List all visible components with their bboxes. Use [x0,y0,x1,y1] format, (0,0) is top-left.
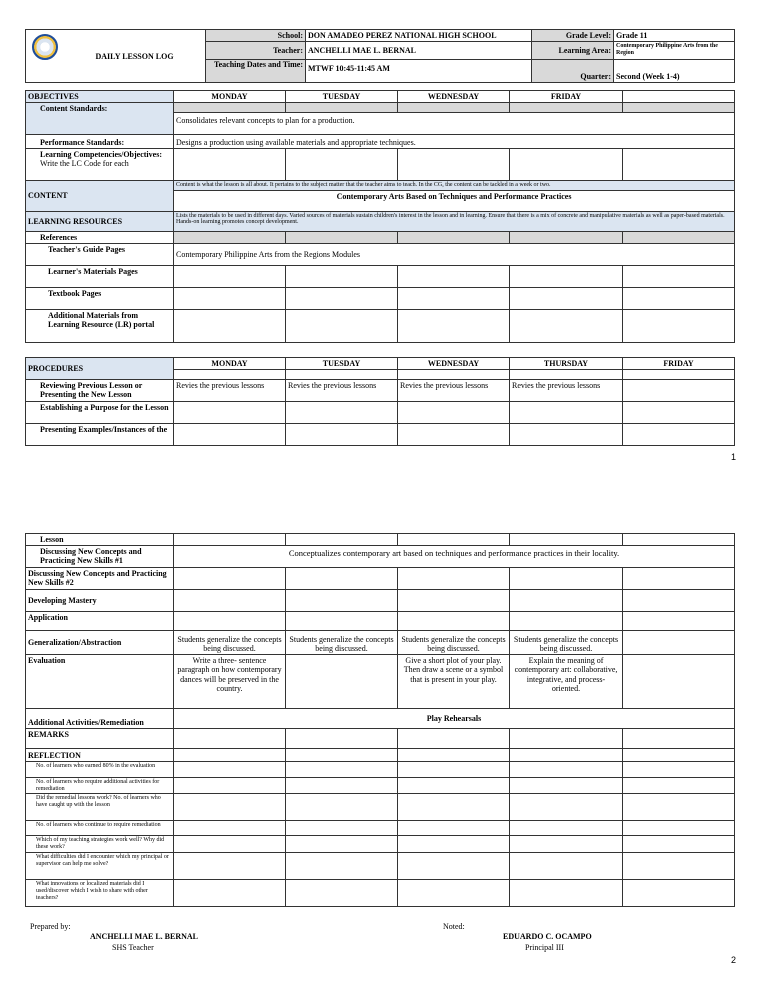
learning-resources-label: LEARNING RESOURCES [26,211,174,231]
review-cell: Revies the previous lessons [398,380,510,402]
reflection-item: Which of my teaching strategies work well? Why did these work? [26,836,174,853]
reflection-item: No. of learners who require additional activities for remediation [26,778,174,794]
obj-day-header: WEDNESDAY [398,91,510,103]
grade-value: Grade 11 [614,30,735,42]
textbook-pages-label: Textbook Pages [26,287,174,309]
generalization-cell: Students generalize the concepts being discussed. [286,631,398,655]
noter-name: EDUARDO C. OCAMPO [503,932,592,941]
presenting-label: Presenting Examples/Instances of the [26,424,174,446]
performance-standards-value: Designs a production using available materials and appropriate techniques. [174,135,735,149]
obj-day-header: MONDAY [174,91,286,103]
purpose-label: Establishing a Purpose for the Lesson [26,402,174,424]
evaluation-cell: Give a short plot of your play. Then draw a scene or a symbol that is present in your play. [398,655,510,709]
obj-day-header: FRIDAY [510,91,623,103]
school-label: School: [206,30,306,42]
review-cell: Revies the previous lessons [510,380,623,402]
reflection-item: What innovations or localized materials did I used/discover which I wish to share with other teachers? [26,880,174,907]
generalization-cell: Students generalize the concepts being discussed. [174,631,286,655]
reflection-item: Did the remedial lessons work? No. of learners who have caught up with the lesson [26,794,174,821]
lm-pages-label: Learner's Materials Pages [26,265,174,287]
obj-day-header: TUESDAY [286,91,398,103]
competencies-label: Learning Competencies/Objectives: [40,150,162,160]
proc-day-header: MONDAY [174,358,286,370]
discussing1-value: Conceptualizes contemporary art based on techniques and performance practices in their locality. [174,546,735,568]
evaluation-cell: Explain the meaning of contemporary art: collaborative, integrative, and process- oriented. [510,655,623,709]
proc-day-header: WEDNESDAY [398,358,510,370]
school-value: DON AMADEO PEREZ NATIONAL HIGH SCHOOL [306,30,532,42]
evaluation-cell: Write a three- sentence paragraph on how contemporary dances will be preserved in the country. [174,655,286,709]
page-number: 2 [731,955,737,965]
evaluation-label: Evaluation [26,655,174,709]
remarks-label: REMARKS [26,729,174,749]
generalization-label: Generalization/Abstraction [26,631,174,655]
noter-title: Principal III [525,943,564,952]
reflection-label: REFLECTION [26,749,174,762]
lesson-continued-label: Lesson [26,534,174,546]
evaluation-cell [286,655,398,709]
teacher-label: Teacher: [206,42,306,60]
quarter-label: Quarter: [532,60,614,83]
review-cell: Revies the previous lessons [286,380,398,402]
tg-pages-label: Teacher's Guide Pages [26,243,174,265]
application-label: Application [26,612,174,631]
area-value: Contemporary Philippine Arts from the Region [614,42,735,60]
dates-label: Teaching Dates and Time: [206,60,306,83]
content-note: Content is what the lesson is all about. It pertains to the subject matter that the teacher aims to teach. In the CG, the content can be tackled in a week or two. [174,181,735,191]
area-label: Learning Area: [532,42,614,60]
content-value: Contemporary Arts Based on Techniques and Performance Practices [174,190,735,211]
additional-activities-value: Play Rehearsals [174,709,735,729]
additional-materials-label: Additional Materials from Learning Resource (LR) portal [26,309,174,342]
teacher-value: ANCHELLI MAE L. BERNAL [306,42,532,60]
grade-label: Grade Level: [532,30,614,42]
generalization-cell: Students generalize the concepts being discussed. [510,631,623,655]
references-label: References [26,231,174,243]
content-label: CONTENT [26,181,174,212]
reviewing-label: Reviewing Previous Lesson or Presenting the New Lesson [26,380,174,402]
competencies-sub: Write the LC Code for each [40,159,129,169]
resources-note: Lists the materials to be used in different days. Varied sources of materials sustain children's interest in the lesson and in learning. Ensure that there is a mix of concrete and manipulative materials as well as paper-based materials. Hands-on learning promotes concept development. [174,211,735,231]
content-standards-label: Content Standards: [26,103,174,135]
discussing2-label: Discussing New Concepts and Practicing New Skills #2 [26,568,174,590]
dates-value: MTWF 10:45-11:45 AM [306,60,532,83]
discussing1-label: Discussing New Concepts and Practicing New Skills #1 [26,546,174,568]
procedures-heading: PROCEDURES [26,358,174,380]
tg-pages-value: Contemporary Philippine Arts from the Regions Modules [174,243,735,265]
proc-day-header: FRIDAY [623,358,735,370]
procedures-table-continued [25,533,735,907]
competencies-cell [26,149,174,181]
preparer-title: SHS Teacher [112,943,154,952]
objectives-heading: OBJECTIVES [26,91,174,103]
proc-day-header: TUESDAY [286,358,398,370]
performance-standards-label: Performance Standards: [26,135,174,149]
objectives-table [25,90,735,343]
additional-activities-label: Additional Activities/Remediation [26,709,174,729]
prepared-by-label: Prepared by: [30,922,71,931]
procedures-table [25,357,735,446]
header-table [25,29,735,83]
dll-title: DAILY LESSON LOG [26,30,206,83]
proc-day-header: THURSDAY [510,358,623,370]
preparer-name: ANCHELLI MAE L. BERNAL [90,932,199,941]
reflection-item: No. of learners who earned 80% in the evaluation [26,762,174,778]
mastery-label: Developing Mastery [26,590,174,612]
content-standards-value: Consolidates relevant concepts to plan for a production. [174,113,735,135]
page-number: 1 [731,452,737,462]
reflection-item: No. of learners who continue to require remediation [26,821,174,836]
noted-label: Noted: [443,922,465,931]
review-cell: Revies the previous lessons [174,380,286,402]
reflection-item: What difficulties did I encounter which my principal or supervisor can help me solve? [26,853,174,880]
generalization-cell: Students generalize the concepts being discussed. [398,631,510,655]
quarter-value: Second (Week 1-4) [614,60,735,83]
